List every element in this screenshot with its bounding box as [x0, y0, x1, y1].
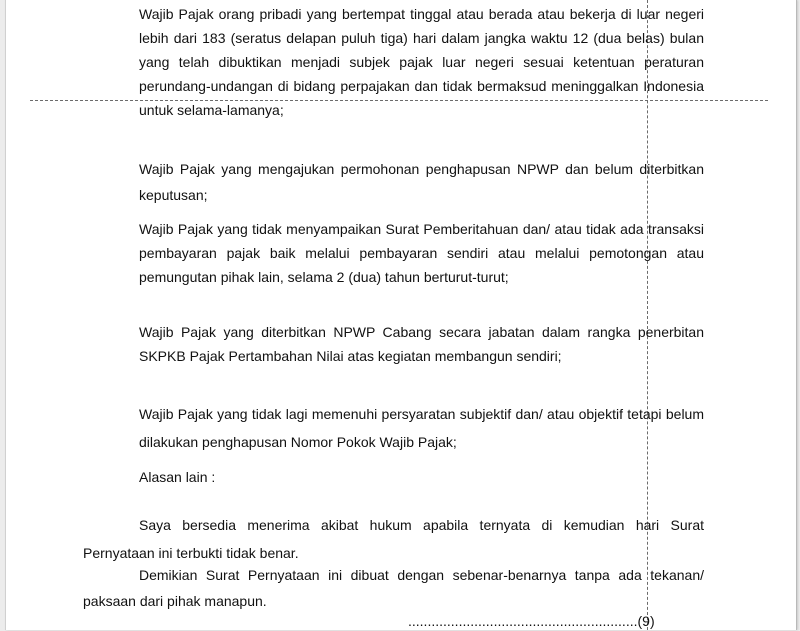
paragraph-tidak-memenuhi-persyaratan: Wajib Pajak yang tidak lagi memenuhi persyaratan subjektif dan/ atau objektif tetapi belum dilakukan penghapusan Nomor Pokok Wajib Pajak;: [139, 406, 704, 450]
paragraph-akibat-hukum: Saya bersedia menerima akibat hukum apabila ternyata di kemudian hari Surat Pernyataan ini terbukti tidak benar.: [83, 517, 704, 561]
paragraph-npwp-cabang: Wajib Pajak yang diterbitkan NPWP Cabang secara jabatan dalam rangka penerbitan SKPKB Pajak Pertambahan Nilai atas kegiatan membangun sendiri;: [139, 324, 704, 364]
paragraph-demikian: Demikian Surat Pernyataan ini dibuat dengan sebenar-benarnya tanpa ada tekanan/ paksaan dari pihak manapun.: [83, 567, 704, 609]
paragraph-permohonan-penghapusan: Wajib Pajak yang mengajukan permohonan penghapusan NPWP dan belum diterbitkan keputusan;: [139, 161, 704, 203]
paragraph-tidak-menyampaikan-spt: Wajib Pajak yang tidak menyampaikan Surat Pemberitahuan dan/ atau tidak ada transaksi pembayaran pajak baik melalui pembayaran sendiri atau melalui pemotongan atau pemungutan pihak lain, selama 2 (dua) tahun berturut-turut;: [139, 221, 704, 285]
paragraph-alasan-lain: Alasan lain :: [139, 469, 216, 485]
paragraph-subjek-pajak-luar-negeri: Wajib Pajak orang pribadi yang bertempat tinggal atau berada atau bekerja di luar negeri lebih dari 183 (seratus delapan puluh tiga) hari dalam jangka waktu 12 (dua belas) bulan yang telah dibuktikan menjadi subjek pajak luar negeri sesuai ketentuan peraturan perundang-undangan di bidang perpajakan dan tidak bermaksud meninggalkan Indonesia untuk selama-lamanya;: [139, 6, 704, 118]
signature-line: ...........................................................(9): [408, 613, 655, 629]
